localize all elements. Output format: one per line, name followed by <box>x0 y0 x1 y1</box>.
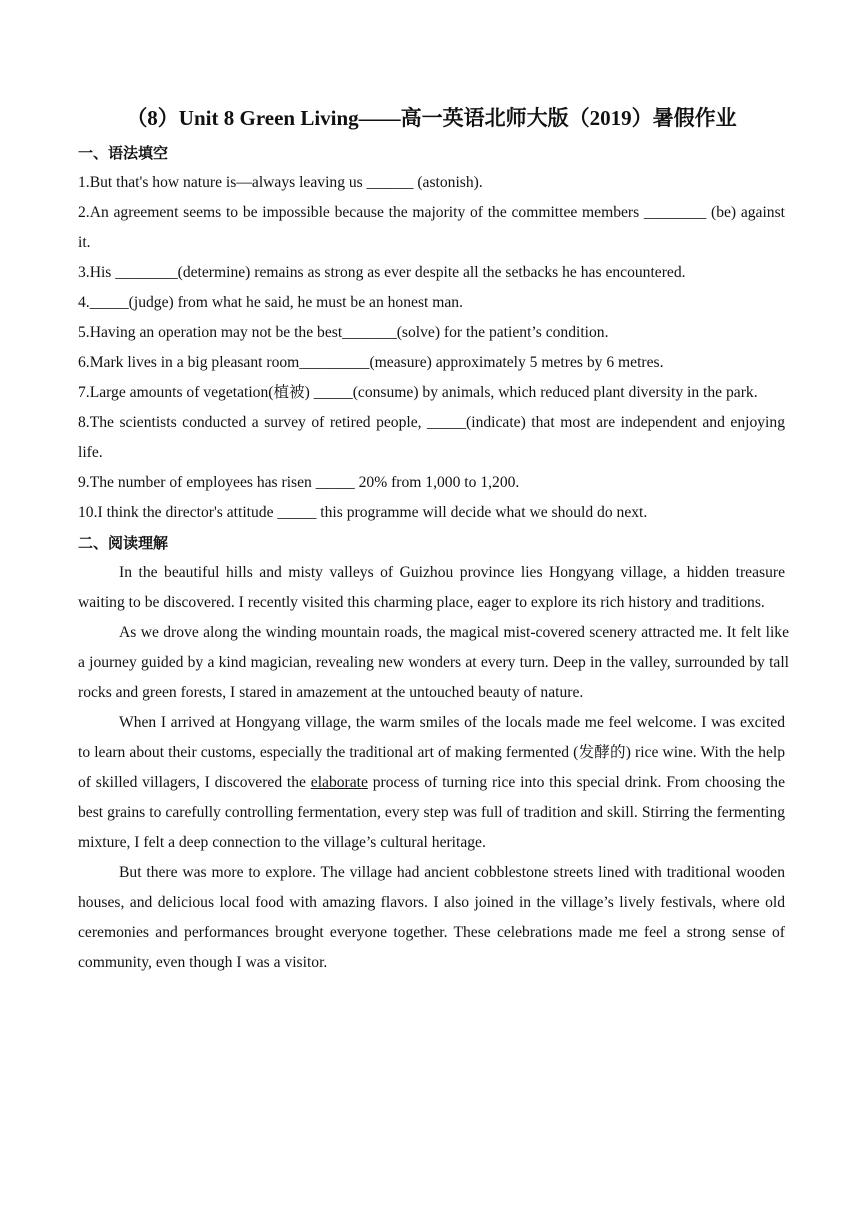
question-6: 6.Mark lives in a big pleasant room_________(measure) approximately 5 metres by 6 metres. <box>78 354 664 371</box>
question-1: 1.But that's how nature is—always leaving us ______ (astonish). <box>78 174 483 191</box>
document-title: （8）Unit 8 Green Living——高一英语北师大版（2019）暑假作业 <box>126 106 737 130</box>
passage-paragraph-1: In the beautiful hills and misty valleys of Guizhou province lies Hongyang village, a hidden treasure waiting to be discovered. I recently visited this charming place, eager to explore its rich history and traditions. <box>78 564 785 611</box>
question-2: 2.An agreement seems to be impossible because the majority of the committee members ________ (be) against it. <box>78 204 785 251</box>
grammar-questions <box>78 168 785 528</box>
section-grammar-heading: 一、语法填空 <box>78 144 169 162</box>
question-3: 3.His ________(determine) remains as strong as ever despite all the setbacks he has encountered. <box>78 264 686 281</box>
passage-paragraph-4: But there was more to explore. The village had ancient cobblestone streets lined with traditional wooden houses, and delicious local food with amazing flavors. I also joined in the village’s lively festivals, where old ceremonies and performances brought everyone together. These celebrations made me feel a strong sense of community, even though I was a visitor. <box>78 864 785 971</box>
underlined-word: elaborate <box>310 774 368 791</box>
question-8: 8.The scientists conducted a survey of retired people, _____(indicate) that most are independent and enjoying life. <box>78 414 785 461</box>
paragraph-3-text-after: process of turning rice into this special drink. From choosing the best grains to carefully controlling fermentation, every step was full of tradition and skill. Stirring the fermenting mixture, I felt a deep connection to the village’s cultural heritage. <box>78 774 785 851</box>
passage-paragraph-3 <box>78 708 785 858</box>
question-7: 7.Large amounts of vegetation(植被) _____(consume) by animals, which reduced plant diversity in the park. <box>78 384 758 401</box>
section-reading-heading: 二、阅读理解 <box>78 534 169 552</box>
document-page <box>78 100 789 978</box>
paragraph-3-text-before: When I arrived at Hongyang village, the warm smiles of the locals made me feel welcome. I was excited to learn about their customs, especially the traditional art of making fermented (发酵的) rice wine. With the help of skilled villagers, I discovered the <box>78 714 785 791</box>
question-9: 9.The number of employees has risen _____ 20% from 1,000 to 1,200. <box>78 474 520 491</box>
passage-paragraph-2: As we drove along the winding mountain roads, the magical mist-covered scenery attracted me. It felt like a journey guided by a kind magician, revealing new wonders at every turn. Deep in the valley, surrounded by tall rocks and green forests, I stared in amazement at the untouched beauty of nature. <box>78 624 789 701</box>
reading-passage <box>78 558 789 978</box>
question-10: 10.I think the director's attitude _____ this programme will decide what we should do next. <box>78 504 648 521</box>
question-5: 5.Having an operation may not be the best_______(solve) for the patient’s condition. <box>78 324 609 341</box>
question-4: 4._____(judge) from what he said, he must be an honest man. <box>78 294 463 311</box>
